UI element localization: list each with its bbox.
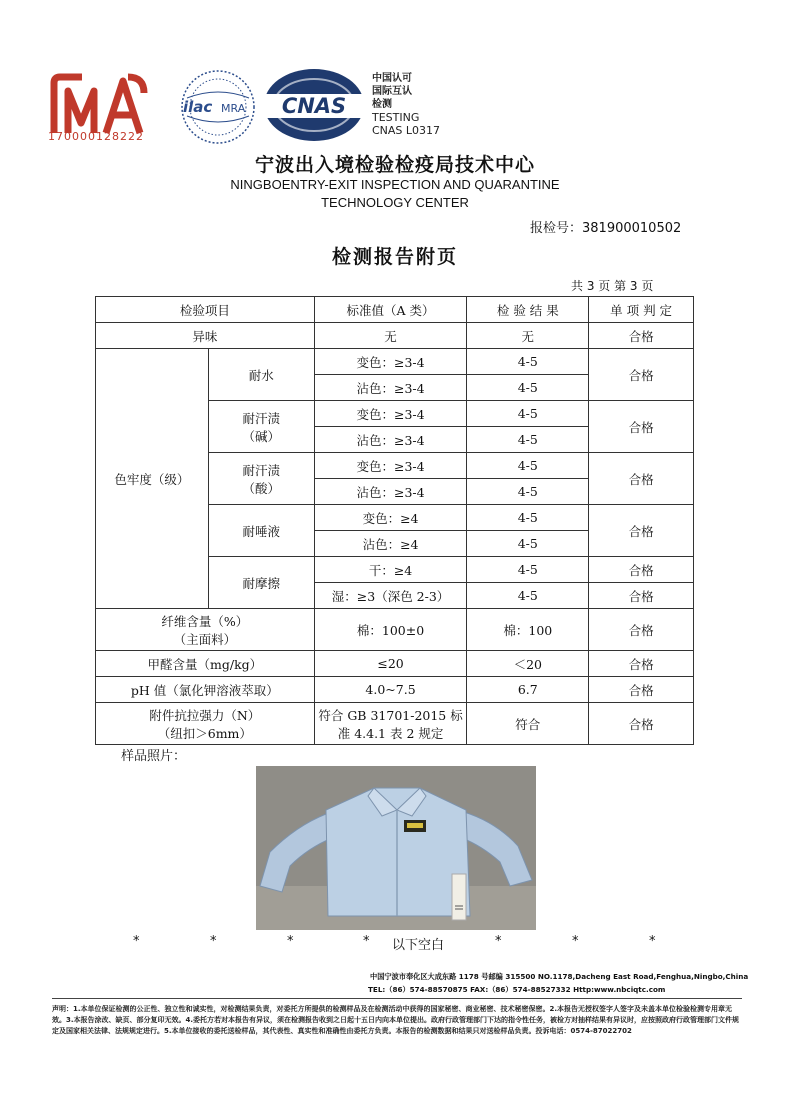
cnas-line: 国际互认	[372, 86, 412, 97]
subitem-line: 耐汗渍	[242, 462, 280, 478]
table-row	[96, 703, 694, 745]
cell-result: 符合	[467, 703, 589, 745]
table-row	[96, 651, 694, 677]
cell-verdict: 合格	[589, 583, 694, 609]
table-row	[96, 323, 694, 349]
cnas-accreditation-text	[372, 72, 440, 137]
cell-standard: 变色：≥3-4	[314, 453, 467, 479]
star-glyph: *	[287, 934, 294, 949]
star-glyph: *	[649, 934, 656, 949]
subitem-line: 耐汗渍	[242, 410, 280, 426]
cell-result: 4-5	[467, 427, 589, 453]
cell-standard: 沾色：≥3-4	[314, 479, 467, 505]
cell-standard: 变色：≥3-4	[314, 349, 467, 375]
svg-text:MRA: MRA	[221, 102, 246, 115]
cell-result: 4-5	[467, 531, 589, 557]
cell-standard: 变色：≥4	[314, 505, 467, 531]
item-line: 纤维含量（%）	[161, 613, 249, 629]
star-glyph: *	[495, 934, 502, 949]
table-header-row	[96, 297, 694, 323]
sample-photo-label: 样品照片：	[121, 749, 187, 764]
cell-verdict: 合格	[589, 349, 694, 401]
cell-result: 4-5	[467, 557, 589, 583]
org-name-en-line1: NINGBOENTRY-EXIT INSPECTION AND QUARANTINE	[230, 177, 560, 192]
cell-standard: 无	[314, 323, 467, 349]
cell-result: 4-5	[467, 349, 589, 375]
table-row	[96, 609, 694, 651]
footer-disclaimer: 声明：1.本单位保证检测的公正性、独立性和诚实性，对检测结果负责，对委托方所提供的检测样品及在检测活动中获得的国家秘密、商业秘密、技术秘密保密。2.本报告无授权签字人签字及未盖本单位检验检测专用章无效。3.本报告涂改、缺页、部分复印无效。4.委托方若对本报告有异议，须在检测报告收到之日起十五日内向本单位提出。政府行政管理部门下达的指令性任务，被检方对抽样结果有异议时，应按照政府行政管理部门文件规定及国家相关法律、法规规定进行。5.本单位接收的委托送检样品，其代表性、真实性和准确性由委托方负责。本报告的检测数据和结果只对送检样品负责。投诉电话：0574-87022702	[52, 1005, 740, 1035]
cell-colorfastness: 色牢度（级）	[96, 349, 209, 609]
cell-result: 4-5	[467, 505, 589, 531]
subitem-line: （酸）	[242, 480, 280, 496]
ilac-mra-logo	[177, 68, 259, 146]
cell-result: 4-5	[467, 375, 589, 401]
star-glyph: *	[210, 934, 217, 949]
header-item: 检验项目	[96, 297, 315, 323]
standard-line: 准 4.4.1 表 2 规定	[337, 725, 444, 741]
sample-photo	[256, 766, 536, 930]
footer-address: 中国宁波市奉化区大成东路 1178 号邮编 315500 NO.1178,Dacheng East Road,Fenghua,Ningbo,China	[370, 972, 749, 981]
star-glyph: *	[363, 934, 370, 949]
cell-item	[96, 703, 315, 745]
page-title: 检测报告附页	[331, 246, 458, 268]
cell-standard: 沾色：≥4	[314, 531, 467, 557]
cell-result: 4-5	[467, 583, 589, 609]
cnas-line: CNAS L0317	[372, 124, 441, 137]
footer-divider	[52, 998, 742, 999]
blank-below-text: 以下空白	[392, 938, 445, 953]
cell-standard: 干：≥4	[314, 557, 467, 583]
cell-verdict: 合格	[589, 557, 694, 583]
svg-text:CNAS: CNAS	[281, 94, 347, 118]
cell-item: pH 值（氯化钾溶液萃取）	[96, 677, 315, 703]
standard-line: 符合 GB 31701-2015 标	[318, 707, 463, 723]
cell-result: 4-5	[467, 401, 589, 427]
cell-subitem	[208, 401, 314, 453]
svg-text:ilac: ilac	[183, 98, 213, 116]
cell-verdict: 合格	[589, 505, 694, 557]
header-standard: 标准值（A 类）	[314, 297, 467, 323]
org-name-cn: 宁波出入境检验检疫局技术中心	[254, 154, 535, 176]
cell-result: 4-5	[467, 479, 589, 505]
results-table	[95, 296, 694, 745]
cell-subitem: 耐水	[208, 349, 314, 401]
star-glyph: *	[133, 934, 140, 949]
cell-result: 6.7	[467, 677, 589, 703]
cnas-line: TESTING	[372, 111, 420, 124]
cell-verdict: 合格	[589, 453, 694, 505]
cell-item: 甲醛含量（mg/kg）	[96, 651, 315, 677]
cnas-logo	[262, 66, 366, 144]
table-row	[96, 349, 694, 375]
cell-verdict: 合格	[589, 609, 694, 651]
cell-standard: ≤20	[314, 651, 467, 677]
cell-result: 棉：100	[467, 609, 589, 651]
table-row	[96, 677, 694, 703]
cell-standard: 湿：≥3（深色 2-3）	[314, 583, 467, 609]
cnas-line: 中国认可	[372, 73, 412, 84]
item-line: 附件抗拉强力（N）	[149, 707, 261, 723]
report-number: 报检号：381900010502	[530, 221, 682, 236]
cell-item: 异味	[96, 323, 315, 349]
item-line: （纽扣＞6mm）	[157, 725, 252, 741]
cell-standard: 沾色：≥3-4	[314, 427, 467, 453]
cell-subitem	[208, 453, 314, 505]
cell-standard: 棉：100±0	[314, 609, 467, 651]
header-result: 检 验 结 果	[467, 297, 589, 323]
cell-verdict: 合格	[589, 401, 694, 453]
subitem-line: （碱）	[242, 428, 280, 444]
cell-verdict: 合格	[589, 651, 694, 677]
org-name-en-line2: TECHNOLOGY CENTER	[321, 195, 469, 210]
cell-result: ＜20	[467, 651, 589, 677]
star-glyph: *	[572, 934, 579, 949]
footer-contact: TEL:（86）574-88570875 FAX:（86）574-88527332 Http:www.nbciqtc.com	[368, 985, 666, 994]
cell-subitem: 耐唾液	[208, 505, 314, 557]
cnas-line: 检测	[372, 99, 392, 110]
cell-subitem: 耐摩擦	[208, 557, 314, 609]
cell-standard: 沾色：≥3-4	[314, 375, 467, 401]
cell-result: 无	[467, 323, 589, 349]
header-verdict: 单 项 判 定	[589, 297, 694, 323]
item-line: （主面料）	[173, 631, 237, 647]
cell-standard: 4.0~7.5	[314, 677, 467, 703]
cell-verdict: 合格	[589, 677, 694, 703]
cell-verdict: 合格	[589, 323, 694, 349]
cell-result: 4-5	[467, 453, 589, 479]
cma-number: 170000128222	[48, 130, 144, 143]
cell-standard: 变色：≥3-4	[314, 401, 467, 427]
page-info: 共 3 页 第 3 页	[571, 279, 654, 293]
cell-item	[96, 609, 315, 651]
cell-verdict: 合格	[589, 703, 694, 745]
cell-standard	[314, 703, 467, 745]
